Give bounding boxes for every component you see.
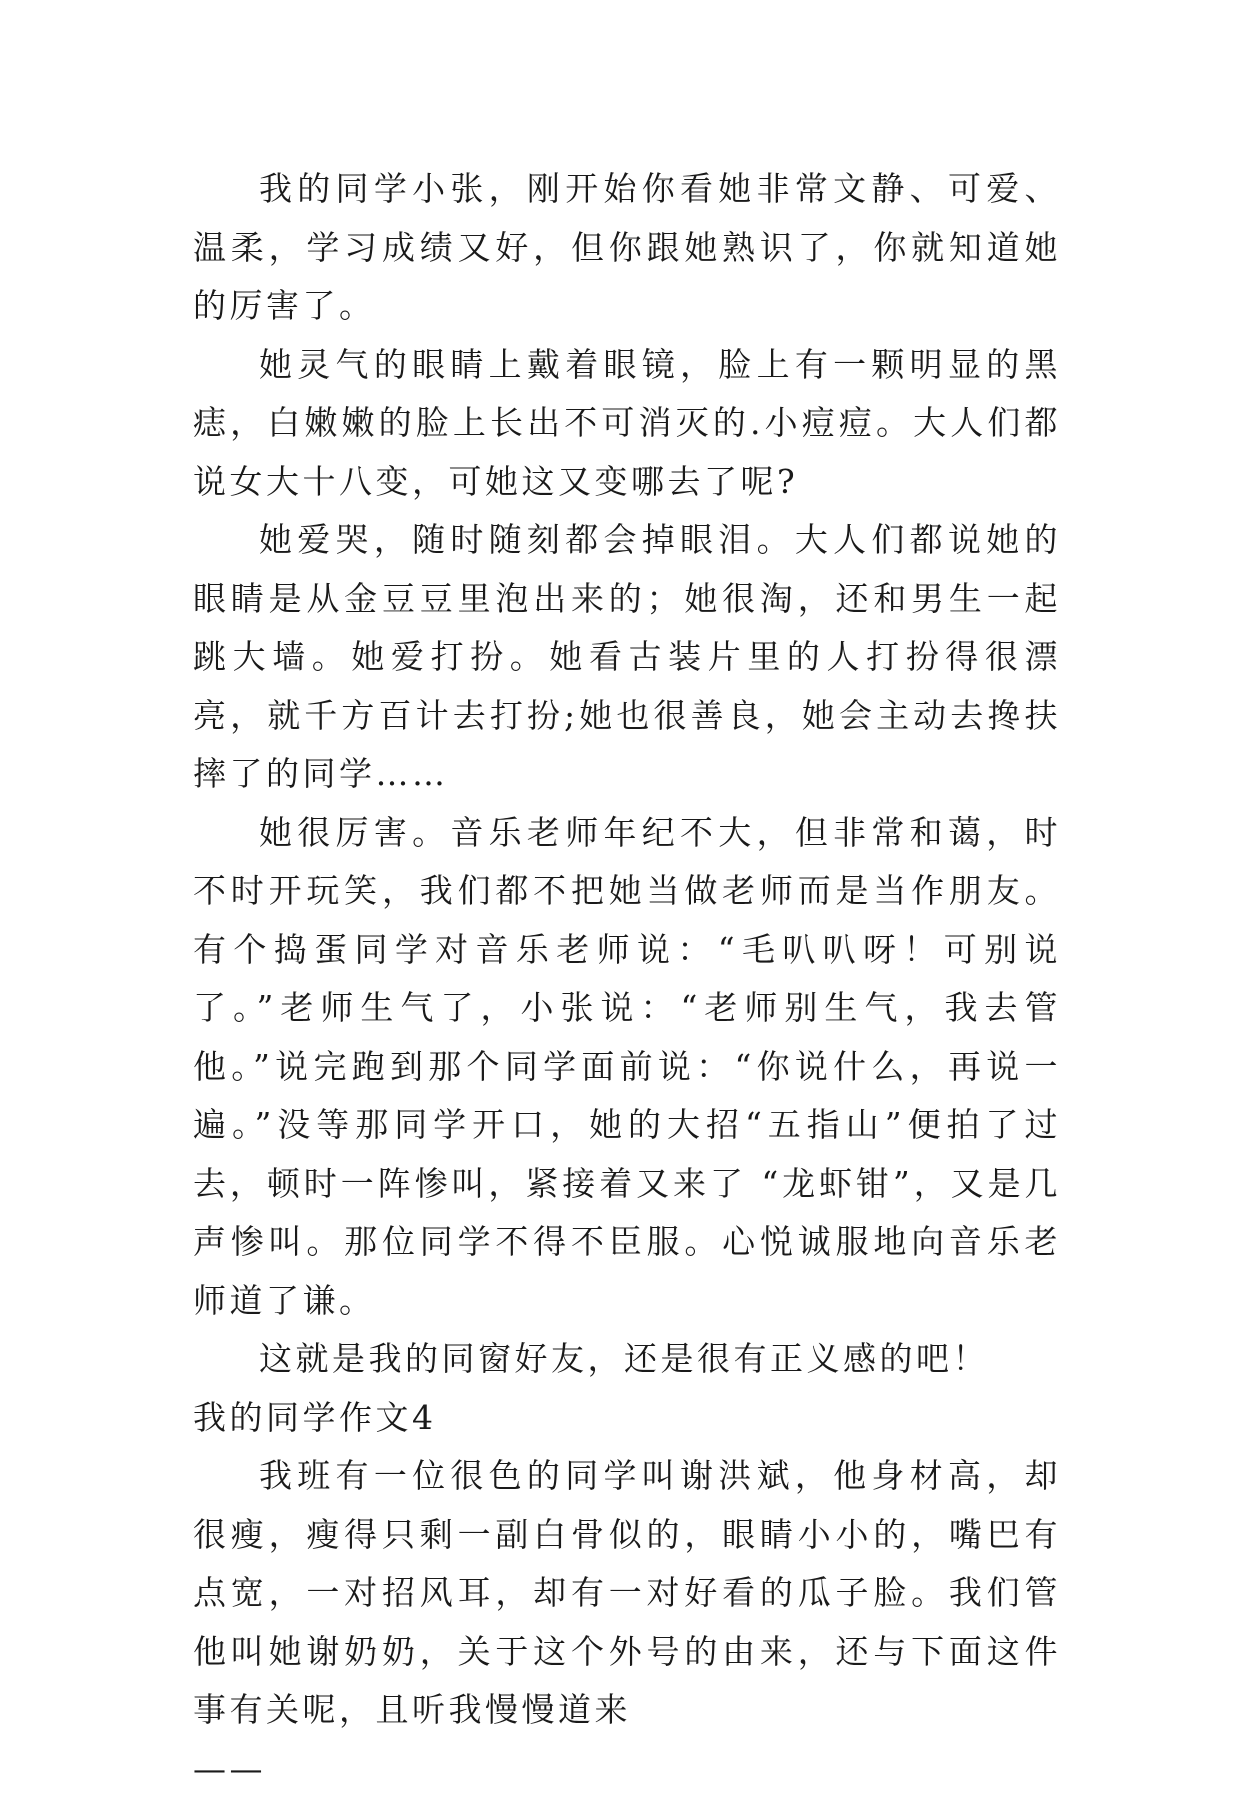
trailing-dash: —— [193, 1740, 1061, 1798]
paragraph-3: 她爱哭，随时随刻都会掉眼泪。大人们都说她的眼睛是从金豆豆里泡出来的；她很淘，还和男生一起跳大墙。她爱打扮。她看古装片里的人打扮得很漂亮，就千方百计去打扮;她也很善良，她会主动去搀扶摔了的同学…… [193, 511, 1061, 804]
paragraph-1: 我的同学小张，刚开始你看她非常文静、可爱、温柔，学习成绩又好，但你跟她熟识了，你就知道她的厉害了。 [193, 160, 1061, 336]
section-heading: 我的同学作文4 [193, 1389, 1061, 1448]
document-body [193, 160, 1061, 1798]
paragraph-2: 她灵气的眼睛上戴着眼镜，脸上有一颗明显的黑痣，白嫩嫩的脸上长出不可消灭的.小痘痘。大人们都说女大十八变，可她这又变哪去了呢? [193, 336, 1061, 512]
paragraph-5: 这就是我的同窗好友，还是很有正义感的吧！ [193, 1330, 1061, 1389]
paragraph-6: 我班有一位很色的同学叫谢洪斌，他身材高，却很瘦，瘦得只剩一副白骨似的，眼睛小小的，嘴巴有点宽，一对招风耳，却有一对好看的瓜子脸。我们管他叫她谢奶奶，关于这个外号的由来，还与下面这件事有关呢，且听我慢慢道来 [193, 1447, 1061, 1740]
paragraph-4: 她很厉害。音乐老师年纪不大，但非常和蔼，时不时开玩笑，我们都不把她当做老师而是当作朋友。有个捣蛋同学对音乐老师说：“毛叭叭呀！可别说了。”老师生气了，小张说：“老师别生气，我去管他。”说完跑到那个同学面前说：“你说什么，再说一遍。”没等那同学开口，她的大招“五指山”便拍了过去，顿时一阵惨叫，紧接着又来了 “龙虾钳”，又是几声惨叫。那位同学不得不臣服。心悦诚服地向音乐老师道了谦。 [193, 804, 1061, 1331]
